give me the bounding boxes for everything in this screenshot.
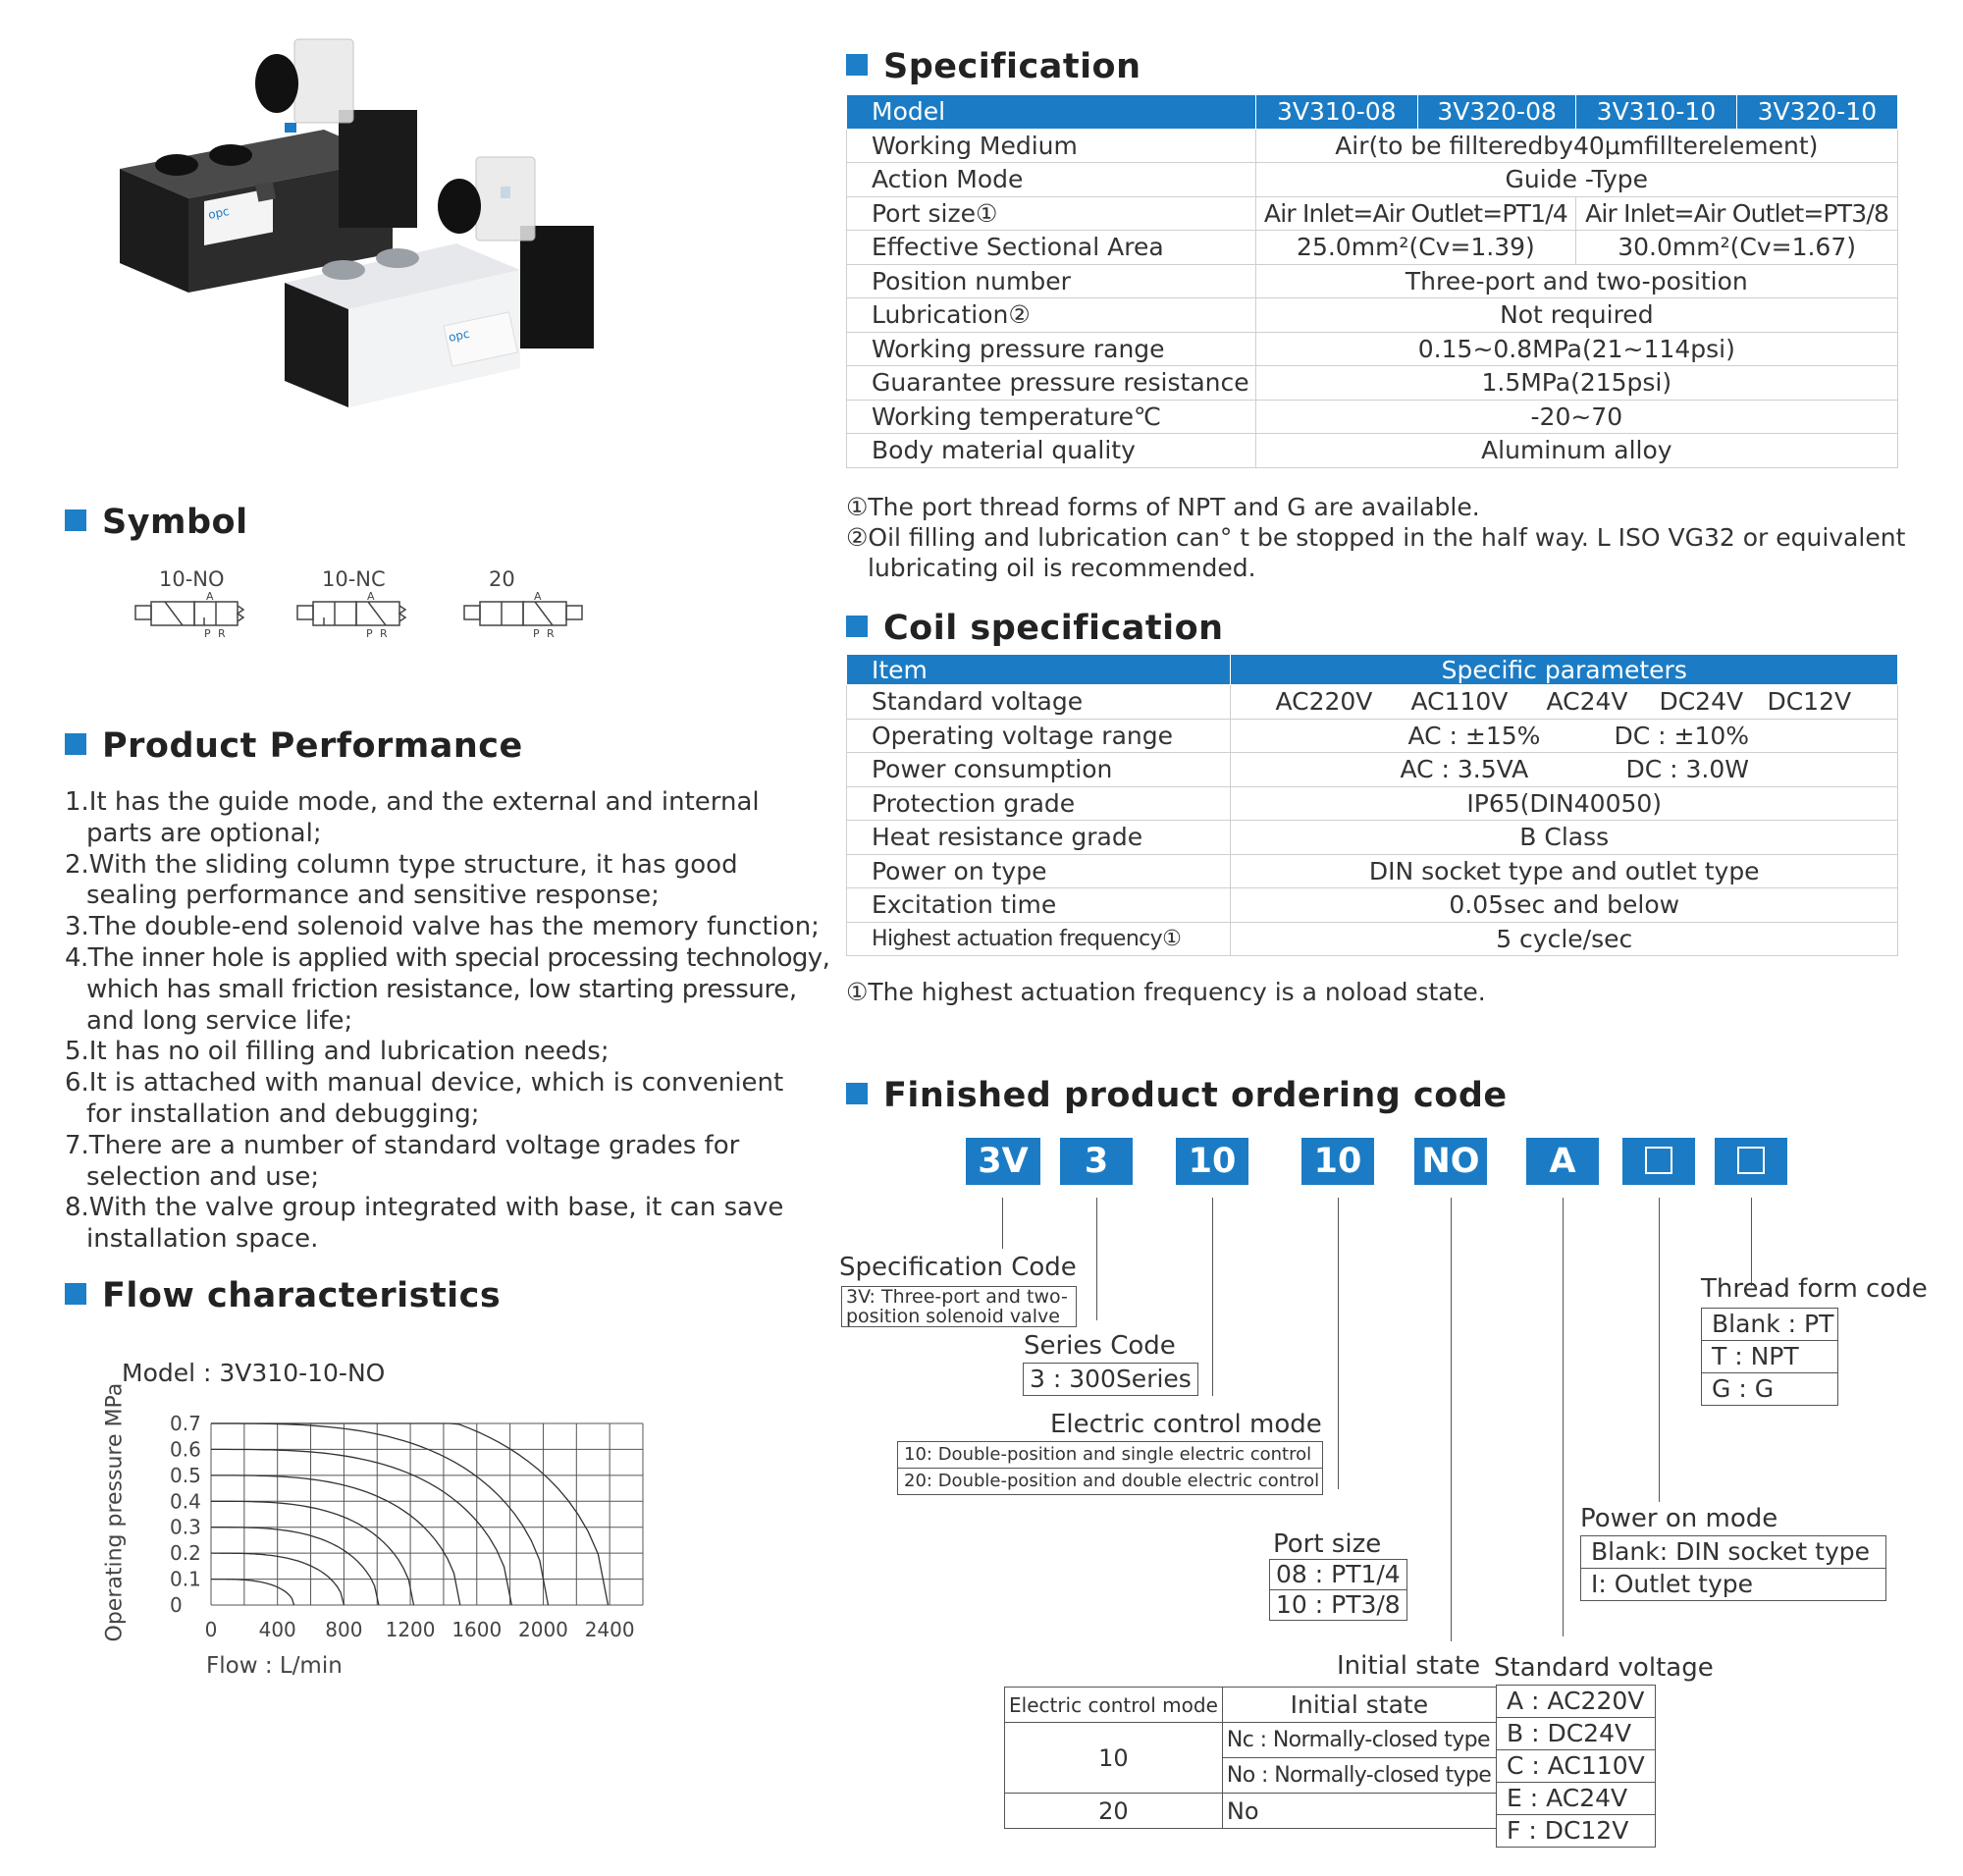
flow-curve [211,1423,549,1605]
symbol-label-10-nc: 10-NC [322,567,386,591]
code-segment-power-on [1622,1138,1695,1185]
spec-note-3: lubricating oil is recommended. [868,554,1256,582]
series-code-value: 3 : 300Series [1030,1365,1192,1393]
spec-code-box [841,1286,1077,1327]
code-segment-state: NO [1414,1138,1487,1185]
code-segment-thread [1715,1138,1787,1185]
performance-line: which has small friction resistance, low starting pressure, [86,974,797,1004]
voltage-value: AC220V [1275,687,1373,717]
section-marker-icon [65,509,86,531]
specification-title: Specification [846,47,1141,86]
thread-form-title: Thread form code [1701,1274,1928,1304]
symbol-port-a-3: A [534,592,542,603]
initial-state-row [1005,1794,1497,1829]
x-tick-label: 800 [325,1618,363,1641]
code-segment-voltage: A [1526,1138,1599,1185]
electric-mode-title: Electric control mode [1050,1410,1322,1439]
black-valve-image [120,39,417,293]
thread-form-box [1701,1308,1838,1406]
code-segment-control: 10 [1176,1138,1248,1185]
y-tick-label: 0 [170,1593,183,1617]
coil-ac-range: AC : ±15% [1407,721,1541,750]
connector-line [1212,1198,1213,1396]
voltage-option: C : AC110V [1497,1750,1655,1783]
coil-dc-range: DC : ±10% [1614,721,1750,750]
performance-title: Product Performance [65,726,523,766]
coil-label: Heat resistance grade [847,821,1231,855]
symbol-port-p-1: P [204,627,211,640]
performance-line: 1.It has the guide mode, and the external and internal [65,787,760,817]
photo-brand-logo: opc [206,204,231,222]
voltage-option: F : DC12V [1507,1816,1629,1845]
connector-line [1096,1198,1097,1320]
x-tick-label: 1200 [385,1618,436,1641]
connector-line [1659,1198,1660,1502]
symbol-port-p-3: P [533,627,540,640]
port-size-option: 08 : PT1/4 [1270,1560,1406,1590]
initial-state-option: No [1222,1794,1496,1829]
standard-voltage-box [1496,1685,1656,1848]
coil-row [847,854,1898,888]
spec-note-1: ①The port thread forms of NPT and G are available. [846,493,1480,521]
coil-label: Power consumption [847,753,1231,787]
code-segment-3v: 3V [966,1138,1040,1185]
spec-header-row [847,95,1898,130]
y-tick-label: 0.5 [170,1463,201,1487]
port-size-option: 10 : PT3/8 [1276,1590,1401,1619]
y-tick-label: 0.7 [170,1412,201,1435]
section-marker-icon [846,54,868,76]
electric-mode-option: 10: Double-position and single electric control [898,1442,1322,1469]
voltage-value: DC12V [1767,687,1852,717]
power-on-mode-title: Power on mode [1580,1504,1778,1533]
spec-row [847,129,1898,163]
coil-row [847,888,1898,923]
symbol-port-a-2: A [367,592,375,603]
spec-label: Working temperature℃ [847,400,1256,434]
specification-table [846,94,1898,468]
initial-state-option: Nc : Normally-closed type [1222,1723,1496,1758]
symbol-title: Symbol [65,503,248,542]
symbol-label-10-no: 10-NO [159,567,225,591]
spec-value: Three-port and two-position [1255,264,1897,298]
symbol-port-p-2: P [366,627,373,640]
coil-label: Operating voltage range [847,719,1231,753]
voltage-value: DC24V [1659,687,1744,717]
connector-line [1002,1198,1003,1249]
voltage-option: B : DC24V [1497,1718,1655,1750]
coil-table [846,654,1898,956]
coil-label: Standard voltage [847,685,1231,720]
spec-header-model-2: 3V320-08 [1417,95,1575,130]
initial-state-header-mode: Electric control mode [1005,1688,1223,1723]
spec-value: Air Inlet=Air Outlet=PT1/4 [1255,196,1576,231]
chart-model-title: Model : 3V310-10-NO [122,1359,386,1387]
coil-row [847,821,1898,855]
y-tick-label: 0.3 [170,1515,201,1539]
spec-label: Effective Sectional Area [847,231,1256,265]
x-tick-label: 2400 [584,1618,635,1641]
coil-row [847,922,1898,956]
thread-form-option: Blank : PT [1702,1309,1837,1341]
voltage-value: AC110V [1410,687,1509,717]
spec-label: Guarantee pressure resistance [847,366,1256,401]
symbol-port-r-2: R [380,627,388,640]
spec-value: Air(to be fillteredby40μmfillterelement) [1255,129,1897,163]
initial-state-mode: 10 [1005,1723,1223,1794]
coil-row [847,786,1898,821]
series-code-box [1023,1363,1198,1396]
spec-header-model: Model [847,95,1256,130]
connector-line [1563,1198,1564,1636]
voltage-option: E : AC24V [1497,1783,1655,1815]
coil-value [1231,685,1898,720]
performance-line: 6.It is attached with manual device, which is convenient [65,1068,784,1099]
coil-label: Protection grade [847,786,1231,821]
coil-note: ①The highest actuation frequency is a noload state. [846,978,1486,1006]
symbol-label-20: 20 [489,567,515,591]
valve-symbols [128,592,599,646]
voltage-value: AC24V [1546,687,1628,717]
series-code-title: Series Code [1024,1331,1176,1361]
spec-value: 0.15~0.8MPa(21~114psi) [1255,332,1897,366]
spec-value: 1.5MPa(215psi) [1255,366,1897,401]
y-tick-label: 0.2 [170,1541,201,1566]
x-tick-label: 1600 [451,1618,503,1641]
power-on-option: Blank: DIN socket type [1581,1536,1885,1569]
empty-box-icon [1737,1147,1765,1174]
performance-line: 5.It has no oil filling and lubrication needs; [65,1037,610,1067]
performance-line: 7.There are a number of standard voltage grades for [65,1130,740,1160]
spec-row [847,400,1898,434]
code-segment-port: 10 [1301,1138,1374,1185]
thread-form-option: T : NPT [1702,1341,1837,1373]
power-on-option: I: Outlet type [1591,1570,1753,1598]
spec-row [847,366,1898,401]
performance-line: 4.The inner hole is applied with special processing technology, [65,942,830,973]
x-tick-label: 0 [204,1618,218,1641]
initial-state-table [1004,1687,1497,1829]
performance-line: installation space. [86,1224,319,1255]
spec-value: 30.0mm²(Cv=1.67) [1576,231,1898,265]
spec-label: Lubrication② [847,298,1256,333]
spec-code-line: 3V: Three-port and two- [846,1286,1068,1308]
spec-label: Working Medium [847,129,1256,163]
coil-ac-power: AC : 3.5VA [1400,755,1529,784]
y-tick-label: 0.1 [170,1567,201,1591]
thread-form-option: G : G [1712,1374,1775,1403]
coil-title: Coil specification [846,609,1224,648]
coil-value: 5 cycle/sec [1231,922,1898,956]
power-on-mode-box [1580,1535,1886,1601]
spec-value: Guide -Type [1255,163,1897,197]
spec-value: -20~70 [1255,400,1897,434]
section-marker-icon [846,1083,868,1104]
flow-curve [211,1580,294,1605]
section-marker-icon [65,1283,86,1305]
performance-line: and long service life; [86,1005,353,1036]
ordering-title: Finished product ordering code [846,1076,1508,1115]
standard-voltage-title: Standard voltage [1494,1653,1714,1683]
spec-value: Not required [1255,298,1897,333]
spec-header-model-3: 3V310-10 [1576,95,1736,130]
y-tick-label: 0.6 [170,1437,201,1462]
initial-state-header [1005,1688,1497,1723]
coil-row [847,685,1898,720]
electric-mode-option: 20: Double-position and double electric control [904,1471,1320,1491]
spec-row [847,264,1898,298]
spec-label: Action Mode [847,163,1256,197]
performance-line: selection and use; [86,1161,320,1192]
spec-label: Body material quality [847,434,1256,468]
initial-state-mode: 20 [1005,1794,1223,1829]
spec-header-model-1: 3V310-08 [1255,95,1417,130]
spec-label: Port size① [847,196,1256,231]
performance-line: for installation and debugging; [86,1099,480,1129]
performance-line: parts are optional; [86,818,322,848]
coil-value: IP65(DIN40050) [1231,786,1898,821]
performance-line: 3.The double-end solenoid valve has the memory function; [65,912,820,942]
spec-row [847,163,1898,197]
electric-mode-box [897,1441,1323,1495]
coil-label: Power on type [847,854,1231,888]
symbol-port-r-3: R [547,627,555,640]
x-tick-label: 2000 [518,1618,568,1641]
initial-state-row [1005,1723,1497,1758]
coil-label: Highest actuation frequency① [847,922,1231,956]
coil-value: B Class [1231,821,1898,855]
spec-row [847,231,1898,265]
coil-header-params: Specific parameters [1231,655,1898,685]
section-marker-icon [65,733,86,755]
spec-code-line: position solenoid valve [846,1306,1060,1327]
flow-title: Flow characteristics [65,1276,501,1315]
symbol-port-r-1: R [218,627,226,640]
coil-dc-power: DC : 3.0W [1625,755,1749,784]
initial-state-title: Initial state [1337,1651,1481,1681]
spec-row [847,332,1898,366]
performance-line: sealing performance and sensitive response; [86,881,660,911]
code-segment-series: 3 [1060,1138,1133,1185]
spec-label: Working pressure range [847,332,1256,366]
empty-box-icon [1645,1147,1672,1174]
spec-value: Aluminum alloy [1255,434,1897,468]
chart-ylabel: Operating pressure MPa [102,1382,128,1642]
voltage-option: A : AC220V [1497,1686,1655,1718]
initial-state-option: No : Normally-closed type [1222,1758,1496,1794]
connector-line [1338,1198,1339,1489]
port-size-title: Port size [1273,1529,1382,1559]
coil-label: Excitation time [847,888,1231,923]
coil-row [847,753,1898,787]
spec-row [847,196,1898,231]
port-size-box [1269,1559,1407,1621]
spec-header-model-4: 3V320-10 [1736,95,1897,130]
chart-xlabel: Flow : L/min [206,1653,343,1679]
coil-header-item: Item [847,655,1231,685]
y-tick-label: 0.4 [170,1489,201,1514]
x-tick-label: 400 [258,1618,296,1641]
coil-value [1231,719,1898,753]
product-photo [98,29,726,461]
section-marker-icon [846,616,868,637]
spec-label: Position number [847,264,1256,298]
coil-value [1231,753,1898,787]
coil-row [847,719,1898,753]
coil-value: DIN socket type and outlet type [1231,854,1898,888]
spec-row [847,434,1898,468]
performance-list [65,787,830,1256]
spec-row [847,298,1898,333]
flow-chart [108,1394,658,1688]
performance-line: 2.With the sliding column type structure, it has good [65,849,738,880]
spec-code-title: Specification Code [839,1253,1077,1282]
spec-note-2: ②Oil filling and lubrication can° t be stopped in the half way. L ISO VG32 or equivalent [846,523,1906,552]
photo-brand-logo-2: opc [447,326,471,345]
flow-curve [211,1528,379,1605]
initial-state-header-state: Initial state [1222,1688,1496,1723]
spec-value: 25.0mm²(Cv=1.39) [1255,231,1576,265]
connector-line [1751,1198,1752,1286]
coil-header-row [847,655,1898,685]
symbol-diagrams [128,567,599,646]
spec-value: Air Inlet=Air Outlet=PT3/8 [1576,196,1898,231]
coil-value: 0.05sec and below [1231,888,1898,923]
symbol-port-a-1: A [206,592,214,603]
performance-line: 8.With the valve group integrated with base, it can save [65,1193,784,1223]
connector-line [1451,1198,1452,1641]
